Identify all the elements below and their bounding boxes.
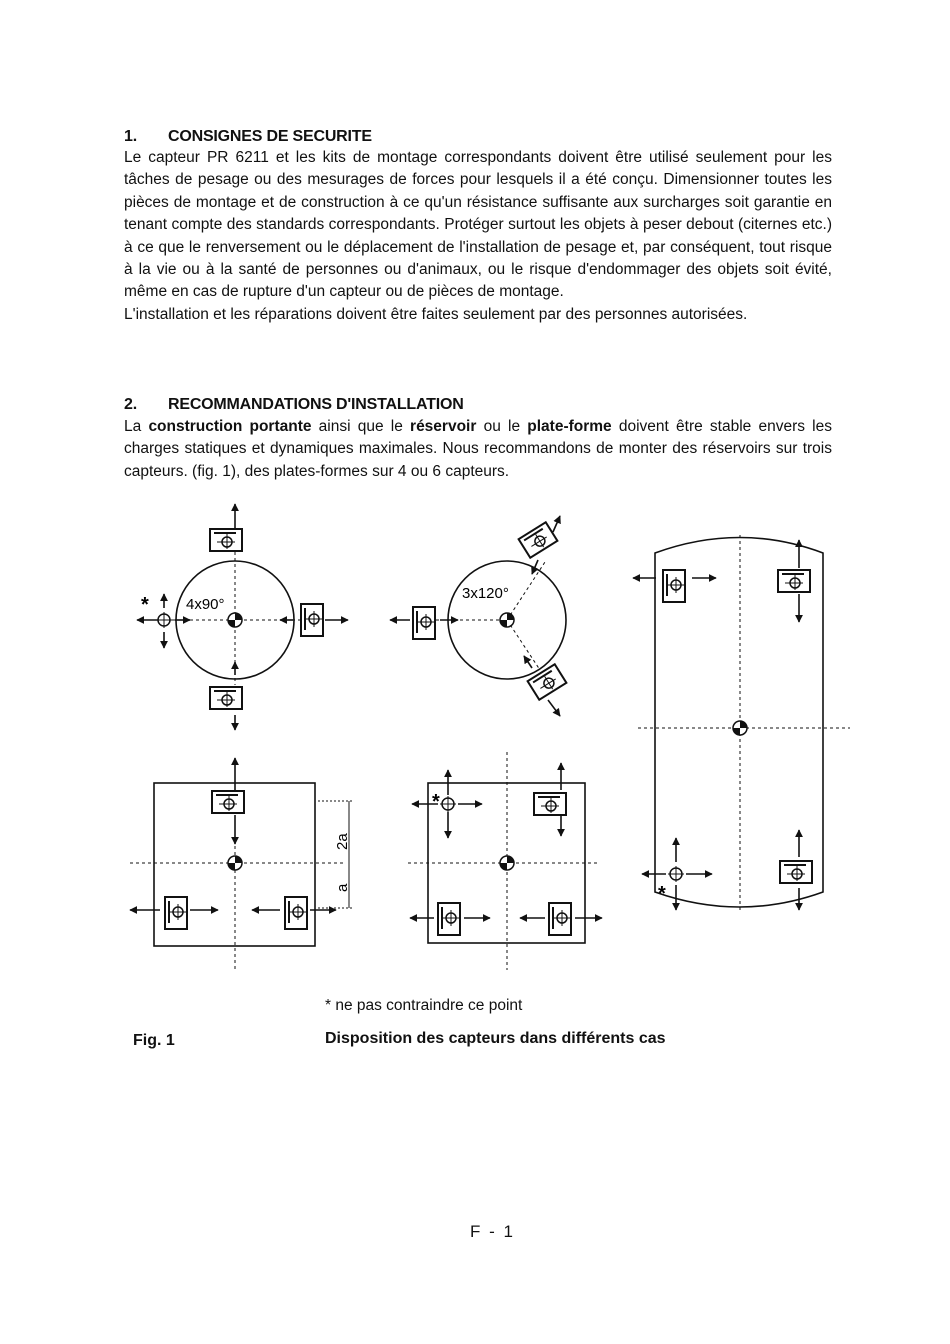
load-cell-bottom [210,687,242,709]
angle-label-4x90: 4x90° [186,596,225,613]
load-cell-top-sq3 [212,791,244,813]
text-mid1: ainsi que le [318,418,403,435]
section-2-number: 2. [124,396,137,413]
asterisk-a: * [141,594,149,616]
figure-label: Fig. 1 [133,1032,175,1049]
asterisk-d: * [432,791,440,813]
section-1-body [124,147,832,326]
load-cell-top [210,529,242,551]
term-reservoir: réservoir [410,418,477,435]
dimension-2a: 2a [334,833,351,850]
load-cell-right-sq3 [285,897,307,929]
text-intro: La [124,418,142,435]
angle-label-3x120: 3x120° [462,585,509,602]
center-mark-tall [733,721,747,735]
section-1-number: 1. [124,128,137,145]
section-2-heading [124,396,464,414]
load-cell-bottom-right-tall [780,861,812,883]
section-1-heading [124,128,372,146]
authorized-paragraph: L'installation et les réparations doivent être faites seulement par des personnes autorisées. [124,305,748,323]
figure-footnote: * ne pas contraindre ce point [325,997,523,1014]
load-cell-left-3x [413,607,435,639]
text-mid2: ou le [483,418,521,435]
text-rest: doivent être stable envers les charges statiques et dynamiques maximales. Nous recommandons de monter des réservoirs sur trois capteurs. (fig. 1), des plates-formes sur 4 ou 6 capteurs. [124,418,832,480]
asterisk-e: * [658,883,666,905]
center-mark-sq4 [500,856,514,870]
section-1-title: CONSIGNES DE SECURITE [168,128,372,145]
load-cell-upper-3x [519,522,558,558]
load-cell-top-right-tall [778,570,810,592]
term-construction: construction portante [148,418,312,435]
load-cell-top-left-tall [663,570,685,602]
load-cell-arrangement-figure [0,490,950,980]
center-mark [228,613,242,627]
load-cell-right [301,604,323,636]
load-cell-lower-3x [528,664,567,700]
dimension-a: a [334,883,351,892]
load-cell-bottom-left-sq4 [438,903,460,935]
page-number: F - 1 [470,1222,515,1241]
section-2-title: RECOMMANDATIONS D'INSTALLATION [168,396,464,413]
load-cell-left-sq3 [165,897,187,929]
installation-paragraph [124,416,832,483]
center-mark-3x [500,613,514,627]
term-plate-forme: plate-forme [527,418,612,435]
load-cell-bottom-right-sq4 [549,903,571,935]
load-cell-top-right-sq4 [534,793,566,815]
section-2-body [124,416,832,483]
safety-paragraph: Le capteur PR 6211 et les kits de montage correspondants doivent être utilisé seulement pour les tâches de pesage ou des mesurages de forces pour lesquels il a été conçu. Dimensionner toutes les pièces de montage et de construction à ce qu'un résistance suffisante aux surcharges soit garantie en tenant compte des standards correspondants. Protéger surtout les objets à peser debout (citernes etc.) à ce que le renversement ou le déplacement de l'installation de pesage et, par conséquent, tout risque à la vie ou à la santé de personnes ou d'animaux, ou le risque d'endommager des objets soit évité, même en cas de rupture d'un capteur ou de pièces de montage. [124,149,832,301]
figure-caption: Disposition des capteurs dans différents cas [325,1030,666,1047]
center-mark-sq3 [228,856,242,870]
